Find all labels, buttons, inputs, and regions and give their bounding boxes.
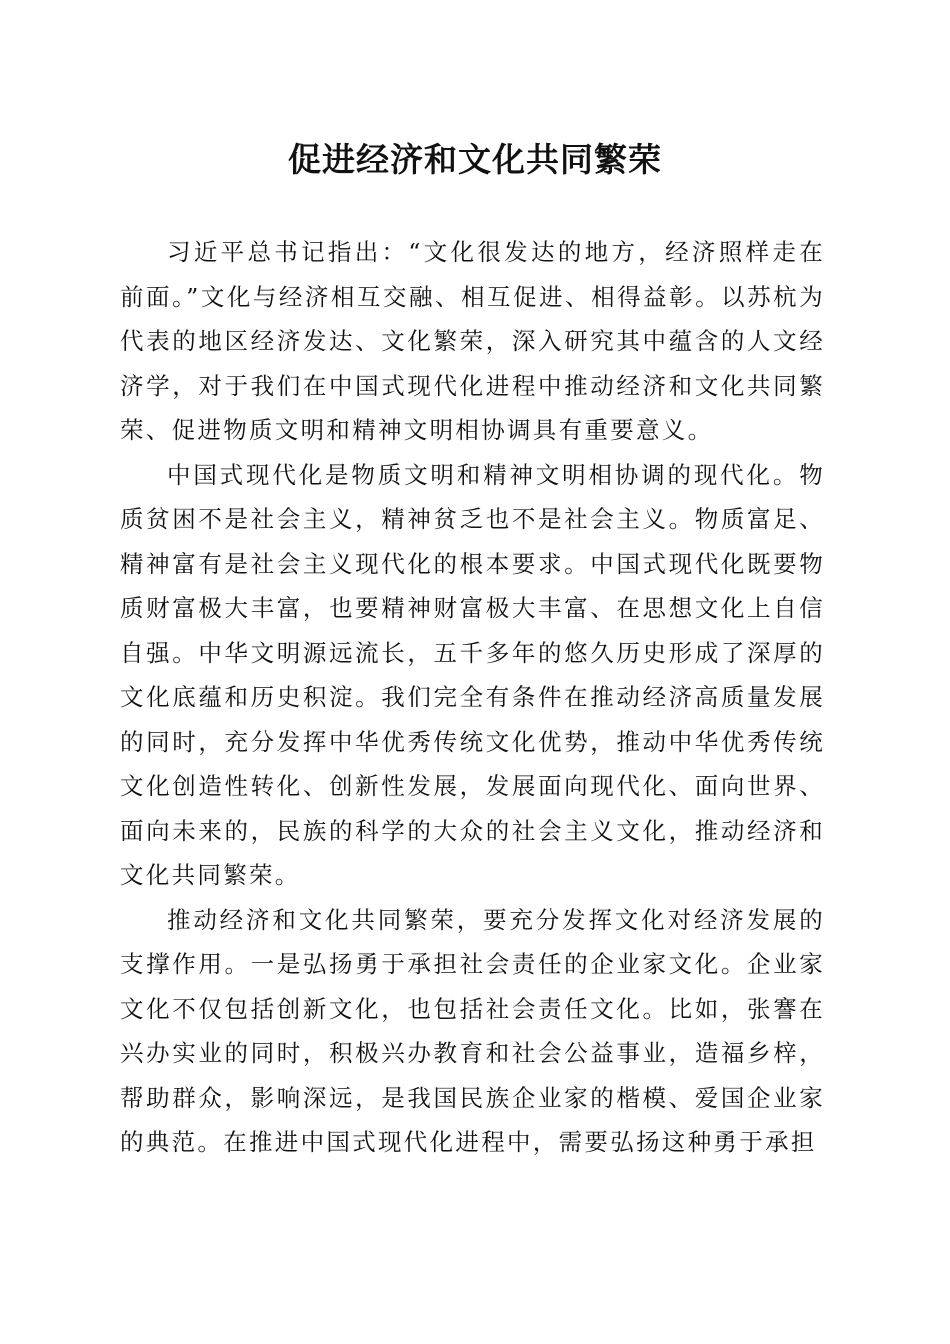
paragraph-3: 推动经济和文化共同繁荣，要充分发挥文化对经济发展的支撑作用。一是弘扬勇于承担社会责任的企业家文化。企业家文化不仅包括创新文化，也包括社会责任文化。比如，张謇在兴办实业的同时，积极兴办教育和社会公益事业，造福乡梓，帮助群众，影响深远，是我国民族企业家的楷模、爱国企业家的典范。在推进中国式现代化进程中，需要弘扬这种勇于承担 <box>120 905 825 1156</box>
paragraph-1: 习近平总书记指出：“文化很发达的地方，经济照样走在前面。”文化与经济相互交融、相互促进、相得益彰。以苏杭为代表的地区经济发达、文化繁荣，深入研究其中蕴含的人文经济学，对于我们在中国式现代化进程中推动经济和文化共同繁荣、促进物质文明和精神文明相协调具有重要意义。 <box>120 238 825 444</box>
document-title: 促进经济和文化共同繁荣 <box>288 140 662 179</box>
paragraph-2: 中国式现代化是物质文明和精神文明相协调的现代化。物质贫困不是社会主义，精神贫乏也不是社会主义。物质富足、精神富有是社会主义现代化的根本要求。中国式现代化既要物质财富极大丰富，也要精神财富极大丰富、在思想文化上自信自强。中华文明源远流长，五千多年的悠久历史形成了深厚的文化底蕴和历史积淀。我们完全有条件在推动经济高质量发展的同时，充分发挥中华优秀传统文化优势，推动中华优秀传统文化创造性转化、创新性发展，发展面向现代化、面向世界、面向未来的，民族的科学的大众的社会主义文化，推动经济和文化共同繁荣。 <box>120 460 825 889</box>
document-body <box>120 230 825 1165</box>
